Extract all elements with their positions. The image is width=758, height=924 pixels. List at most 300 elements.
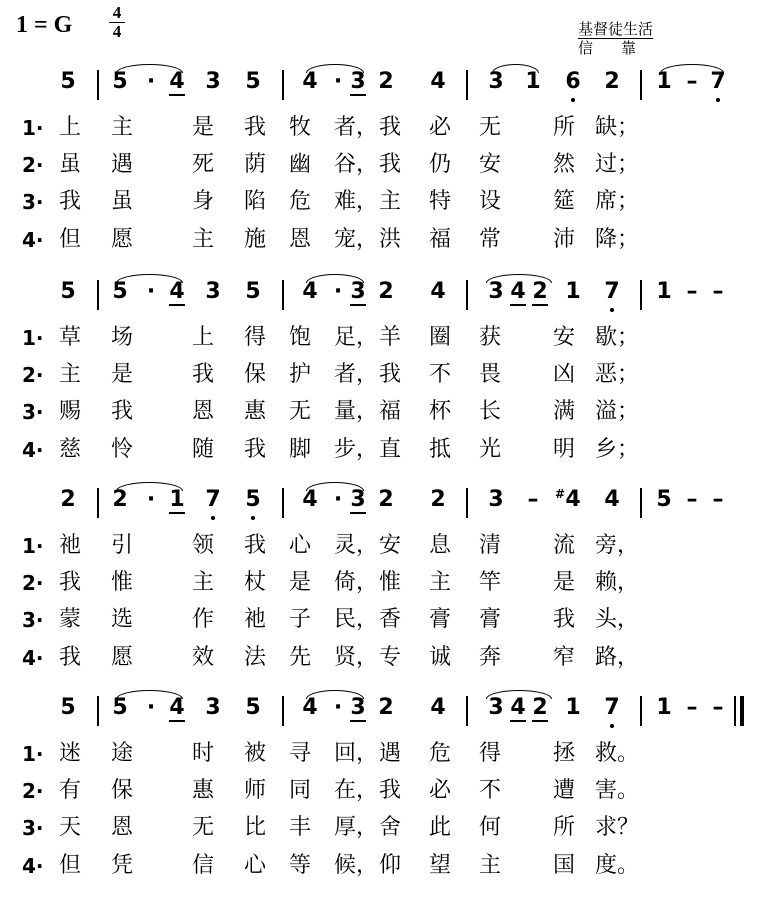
slur: [660, 64, 724, 73]
note: 4: [302, 695, 318, 720]
note: 3: [350, 695, 366, 720]
verse-number: 1·: [22, 326, 44, 350]
lyric-char: 过；: [595, 152, 640, 177]
lyric-char: 福: [378, 399, 401, 424]
note: 5: [60, 279, 76, 304]
music-system-4: [0, 694, 758, 924]
lyric-char: 常: [478, 227, 501, 252]
lyric-char: 死: [191, 152, 214, 177]
lyric-char: 获: [478, 325, 501, 350]
lyric-char: 但: [58, 853, 81, 878]
note: 5: [245, 279, 261, 304]
note: 4: [604, 487, 620, 512]
verse-number: 2·: [22, 153, 44, 177]
lyric-char: 沛: [552, 227, 575, 252]
lyric-char: 害。: [595, 778, 640, 803]
verse-number: 1·: [22, 742, 44, 766]
lyric-line-verse-1: [0, 530, 758, 568]
note: 1: [169, 487, 185, 512]
lyric-char: 我: [58, 645, 81, 670]
lyric-char: 必: [428, 778, 451, 803]
note: 3: [488, 279, 504, 304]
note: 7: [598, 278, 626, 306]
lyric-char: 者，: [334, 115, 379, 140]
note: 5: [112, 69, 128, 94]
lyric-line-verse-2: [0, 359, 758, 397]
note: 4: [169, 279, 185, 304]
note: 1: [565, 695, 581, 720]
lyric-char: 慈: [58, 437, 81, 462]
lyric-char: 主: [58, 362, 81, 387]
lyric-char: 抵: [428, 437, 451, 462]
lyric-char: 我: [191, 362, 214, 387]
lyric-char: 主: [428, 570, 451, 595]
lyric-char: 我: [552, 607, 575, 632]
verse-number: 2·: [22, 779, 44, 803]
lyric-char: 我: [58, 189, 81, 214]
lyric-char: 危: [428, 741, 451, 766]
barline: [640, 696, 642, 726]
note: ·: [146, 695, 156, 720]
note: ·: [333, 69, 343, 94]
note: –: [686, 487, 698, 512]
lyric-char: 必: [428, 115, 451, 140]
low-octave-dot: [251, 516, 255, 520]
barline: [282, 696, 284, 726]
lyric-char: 怜: [110, 437, 133, 462]
lyric-line-verse-4: [0, 224, 758, 262]
lyric-char: 溢；: [595, 399, 640, 424]
barline: [97, 696, 99, 726]
lyric-char: 恩: [110, 815, 133, 840]
note: –: [712, 279, 724, 304]
lyric-char: 安: [378, 533, 401, 558]
note: 2: [112, 487, 128, 512]
verse-number: 4·: [22, 438, 44, 462]
barline: [466, 70, 468, 100]
note: 2: [378, 487, 394, 512]
lyric-char: 筵: [552, 189, 575, 214]
lyric-char: 在，: [334, 778, 379, 803]
barline: [466, 696, 468, 726]
lyric-char: 惟: [110, 570, 133, 595]
lyric-char: 先: [288, 645, 311, 670]
lyric-char: 遇: [110, 152, 133, 177]
note: 2: [378, 279, 394, 304]
lyric-char: 我: [243, 533, 266, 558]
lyric-char: 时: [191, 741, 214, 766]
lyric-char: 我: [378, 115, 401, 140]
note: 4: [430, 279, 446, 304]
time-signature-top: 4: [112, 3, 122, 22]
lyric-char: 回，: [334, 741, 379, 766]
lyric-char: 膏: [428, 607, 451, 632]
lyric-char: 凶: [552, 362, 575, 387]
lyric-char: 安: [478, 152, 501, 177]
lyric-char: 羊: [378, 325, 401, 350]
lyric-char: 我: [378, 152, 401, 177]
lyric-char: 无: [191, 815, 214, 840]
key-signature: 1 = G: [16, 12, 73, 38]
lyric-char: 恩: [191, 399, 214, 424]
time-signature: [106, 4, 128, 41]
note: –: [712, 487, 724, 512]
time-signature-bottom: 4: [112, 22, 122, 41]
lyric-char: 天: [58, 815, 81, 840]
lyric-char: 求？: [595, 815, 640, 840]
note: 1: [525, 69, 541, 94]
lyric-char: 光: [478, 437, 501, 462]
lyric-char: 无: [288, 399, 311, 424]
low-octave-dot: [610, 724, 614, 728]
lyric-char: 虽: [58, 152, 81, 177]
note: 5: [112, 279, 128, 304]
lyric-char: 赖，: [595, 570, 640, 595]
lyric-char: 拯: [552, 741, 575, 766]
lyric-char: 此: [428, 815, 451, 840]
note: 2: [378, 695, 394, 720]
verse-number: 2·: [22, 363, 44, 387]
verse-number: 3·: [22, 816, 44, 840]
slur: [306, 64, 364, 73]
lyric-char: 所: [552, 115, 575, 140]
note: 4: [302, 279, 318, 304]
lyric-char: 但: [58, 227, 81, 252]
lyric-char: 杖: [243, 570, 266, 595]
lyric-char: 不: [428, 362, 451, 387]
barline: [640, 488, 642, 518]
lyric-char: 路，: [595, 645, 640, 670]
author-credit: 信靠: [578, 39, 665, 57]
lyric-char: 上: [58, 115, 81, 140]
lyric-char: 迷: [58, 741, 81, 766]
lyric-char: 场: [110, 325, 133, 350]
note: 7: [598, 694, 626, 722]
lyric-char: 保: [110, 778, 133, 803]
note: ·: [333, 487, 343, 512]
low-octave-dot: [716, 98, 720, 102]
note: 4: [169, 695, 185, 720]
lyric-char: 遭: [552, 778, 575, 803]
lyric-char: 者，: [334, 362, 379, 387]
lyric-char: 作: [191, 607, 214, 632]
note: 4: [169, 69, 185, 94]
lyric-char: 洪: [378, 227, 401, 252]
note: ·: [146, 69, 156, 94]
lyric-char: 仍: [428, 152, 451, 177]
note: 5: [112, 695, 128, 720]
lyric-line-verse-1: [0, 112, 758, 150]
lyric-char: 膏: [478, 607, 501, 632]
lyric-char: 惟: [378, 570, 401, 595]
note: 2: [430, 487, 446, 512]
lyric-char: 牧: [288, 115, 311, 140]
lyric-char: 得: [478, 741, 501, 766]
note: 2: [532, 695, 548, 720]
lyric-char: 然: [552, 152, 575, 177]
lyric-line-verse-3: [0, 186, 758, 224]
lyric-char: 心: [243, 853, 266, 878]
note: 5: [245, 69, 261, 94]
lyric-char: 头，: [595, 607, 640, 632]
note: 3: [488, 487, 504, 512]
lyric-char: 足，: [334, 325, 379, 350]
lyric-char: 虽: [110, 189, 133, 214]
lyric-char: 我: [58, 570, 81, 595]
note: –: [712, 695, 724, 720]
lyric-char: 无: [478, 115, 501, 140]
verse-number: 1·: [22, 534, 44, 558]
note: 7: [704, 68, 732, 96]
note: 3: [205, 69, 221, 94]
lyric-char: 长: [478, 399, 501, 424]
lyric-line-verse-4: [0, 434, 758, 472]
lyric-char: 饱: [288, 325, 311, 350]
lyric-char: 信: [191, 853, 214, 878]
note: 4: [302, 487, 318, 512]
note: 5: [245, 695, 261, 720]
music-system-2: [0, 278, 758, 508]
verse-number: 3·: [22, 190, 44, 214]
lyric-char: 同: [288, 778, 311, 803]
lyric-char: 窄: [552, 645, 575, 670]
lyric-line-verse-2: [0, 775, 758, 813]
lyric-char: 不: [478, 778, 501, 803]
lyric-char: 国: [552, 853, 575, 878]
lyric-char: 候，: [334, 853, 379, 878]
lyric-line-verse-4: [0, 642, 758, 680]
note: –: [686, 279, 698, 304]
note: –: [686, 69, 698, 94]
note: 5: [60, 695, 76, 720]
note: –: [686, 695, 698, 720]
verse-number: 3·: [22, 400, 44, 424]
barline: [282, 280, 284, 310]
lyric-char: 我: [243, 437, 266, 462]
lyric-char: 贤，: [334, 645, 379, 670]
barline: [97, 488, 99, 518]
barline: [282, 488, 284, 518]
slur: [492, 64, 539, 73]
note: 3: [350, 487, 366, 512]
lyric-char: 愿: [110, 227, 133, 252]
lyric-char: 安: [552, 325, 575, 350]
lyric-char: 是: [191, 115, 214, 140]
lyric-char: 难，: [334, 189, 379, 214]
music-system-3: [0, 486, 758, 716]
note: –: [527, 487, 539, 512]
lyric-char: 灵，: [334, 533, 379, 558]
lyric-char: 民，: [334, 607, 379, 632]
note: 5: [60, 69, 76, 94]
credits: [578, 20, 664, 57]
lyric-char: 随: [191, 437, 214, 462]
verse-number: 4·: [22, 228, 44, 252]
lyric-char: 得: [243, 325, 266, 350]
note: 3: [205, 695, 221, 720]
lyric-line-verse-3: [0, 812, 758, 850]
lyric-char: 救。: [595, 741, 640, 766]
lyric-char: 主: [191, 570, 214, 595]
lyric-char: 危: [288, 189, 311, 214]
lyric-char: 主: [191, 227, 214, 252]
lyric-char: 引: [110, 533, 133, 558]
lyric-char: 厚，: [334, 815, 379, 840]
lyric-char: 陷: [243, 189, 266, 214]
lyric-char: 惠: [243, 399, 266, 424]
note: 4: [510, 279, 526, 304]
lyric-char: 主: [378, 189, 401, 214]
verse-number: 4·: [22, 854, 44, 878]
lyric-char: 明: [552, 437, 575, 462]
lyric-char: 是: [552, 570, 575, 595]
note: 4: [302, 69, 318, 94]
verse-number: 3·: [22, 608, 44, 632]
final-barline-thick: [740, 696, 744, 726]
lyric-char: 步，: [334, 437, 379, 462]
lyric-line-verse-1: [0, 322, 758, 360]
lyric-char: 蒙: [58, 607, 81, 632]
lyric-char: 满: [552, 399, 575, 424]
lyric-char: 有: [58, 778, 81, 803]
lyric-char: 香: [378, 607, 401, 632]
barline: [97, 280, 99, 310]
lyric-char: 谷，: [334, 152, 379, 177]
lyric-char: 寻: [288, 741, 311, 766]
lyric-char: 舍: [378, 815, 401, 840]
lyric-char: 祂: [243, 607, 266, 632]
lyric-char: 杯: [428, 399, 451, 424]
lyric-char: 宠，: [334, 227, 379, 252]
lyric-char: 专: [378, 645, 401, 670]
lyric-char: 施: [243, 227, 266, 252]
lyric-char: 法: [243, 645, 266, 670]
lyric-char: 望: [428, 853, 451, 878]
note: 4: [430, 69, 446, 94]
verse-number: 2·: [22, 571, 44, 595]
lyric-char: 领: [191, 533, 214, 558]
lyric-char: 惠: [191, 778, 214, 803]
lyric-char: 比: [243, 815, 266, 840]
note: 3: [488, 695, 504, 720]
note: ·: [146, 487, 156, 512]
lyric-char: 畏: [478, 362, 501, 387]
lyric-char: 我: [378, 362, 401, 387]
note: 1: [656, 279, 672, 304]
lyric-char: 恶；: [595, 362, 640, 387]
lyric-char: 主: [478, 853, 501, 878]
lyric-char: 选: [110, 607, 133, 632]
lyric-char: 席；: [595, 189, 640, 214]
lyric-char: 荫: [243, 152, 266, 177]
lyric-char: 量，: [334, 399, 379, 424]
lyric-char: 设: [478, 189, 501, 214]
lyric-char: 丰: [288, 815, 311, 840]
note: 2: [604, 69, 620, 94]
lyric-char: 缺；: [595, 115, 640, 140]
note: ·: [333, 695, 343, 720]
final-barline-thin: [734, 696, 736, 726]
lyric-char: 被: [243, 741, 266, 766]
lyric-char: 上: [191, 325, 214, 350]
source-credit: 基督徒生活: [578, 20, 654, 38]
lyric-char: 福: [428, 227, 451, 252]
lyric-char: 等: [288, 853, 311, 878]
barline: [466, 280, 468, 310]
note: 2: [378, 69, 394, 94]
lyric-char: 护: [288, 362, 311, 387]
lyric-char: 幽: [288, 152, 311, 177]
lyric-char: 赐: [58, 399, 81, 424]
note: 3: [205, 279, 221, 304]
lyric-char: 所: [552, 815, 575, 840]
lyric-char: 歇；: [595, 325, 640, 350]
barline: [97, 70, 99, 100]
lyric-line-verse-3: [0, 396, 758, 434]
lyric-line-verse-4: [0, 850, 758, 888]
lyric-char: 诚: [428, 645, 451, 670]
lyric-line-verse-2: [0, 149, 758, 187]
note: 5: [656, 487, 672, 512]
lyric-char: 脚: [288, 437, 311, 462]
low-octave-dot: [571, 98, 575, 102]
barline: [466, 488, 468, 518]
lyric-char: 旁，: [595, 533, 640, 558]
lyric-char: 是: [110, 362, 133, 387]
note: 1: [656, 695, 672, 720]
lyric-char: 特: [428, 189, 451, 214]
lyric-char: 愿: [110, 645, 133, 670]
lyric-line-verse-2: [0, 567, 758, 605]
verse-number: 1·: [22, 116, 44, 140]
lyric-char: 草: [58, 325, 81, 350]
low-octave-dot: [211, 516, 215, 520]
note: 3: [350, 69, 366, 94]
lyric-char: 息: [428, 533, 451, 558]
note: 6: [559, 68, 587, 96]
note: 1: [565, 279, 581, 304]
lyric-char: 师: [243, 778, 266, 803]
lyric-line-verse-1: [0, 738, 758, 776]
lyric-char: 子: [288, 607, 311, 632]
lyric-char: 凭: [110, 853, 133, 878]
lyric-char: 途: [110, 741, 133, 766]
lyric-char: 清: [478, 533, 501, 558]
lyric-char: 恩: [288, 227, 311, 252]
lyric-char: 仰: [378, 853, 401, 878]
lyric-char: 我: [243, 115, 266, 140]
lyric-char: 是: [288, 570, 311, 595]
sharp-sign: #: [555, 487, 566, 501]
lyric-char: 降；: [595, 227, 640, 252]
barline: [640, 70, 642, 100]
lyric-line-verse-3: [0, 604, 758, 642]
lyric-char: 心: [288, 533, 311, 558]
lyric-char: 圈: [428, 325, 451, 350]
note: ·: [333, 279, 343, 304]
note: 1: [656, 69, 672, 94]
lyric-char: 乡；: [595, 437, 640, 462]
note: 4 #: [559, 486, 587, 514]
lyric-char: 竿: [478, 570, 501, 595]
note: 3: [488, 69, 504, 94]
note: 7: [199, 486, 227, 514]
note: 2: [532, 279, 548, 304]
note: 5: [239, 486, 267, 514]
lyric-char: 遇: [378, 741, 401, 766]
barline: [640, 280, 642, 310]
lyric-char: 祂: [58, 533, 81, 558]
